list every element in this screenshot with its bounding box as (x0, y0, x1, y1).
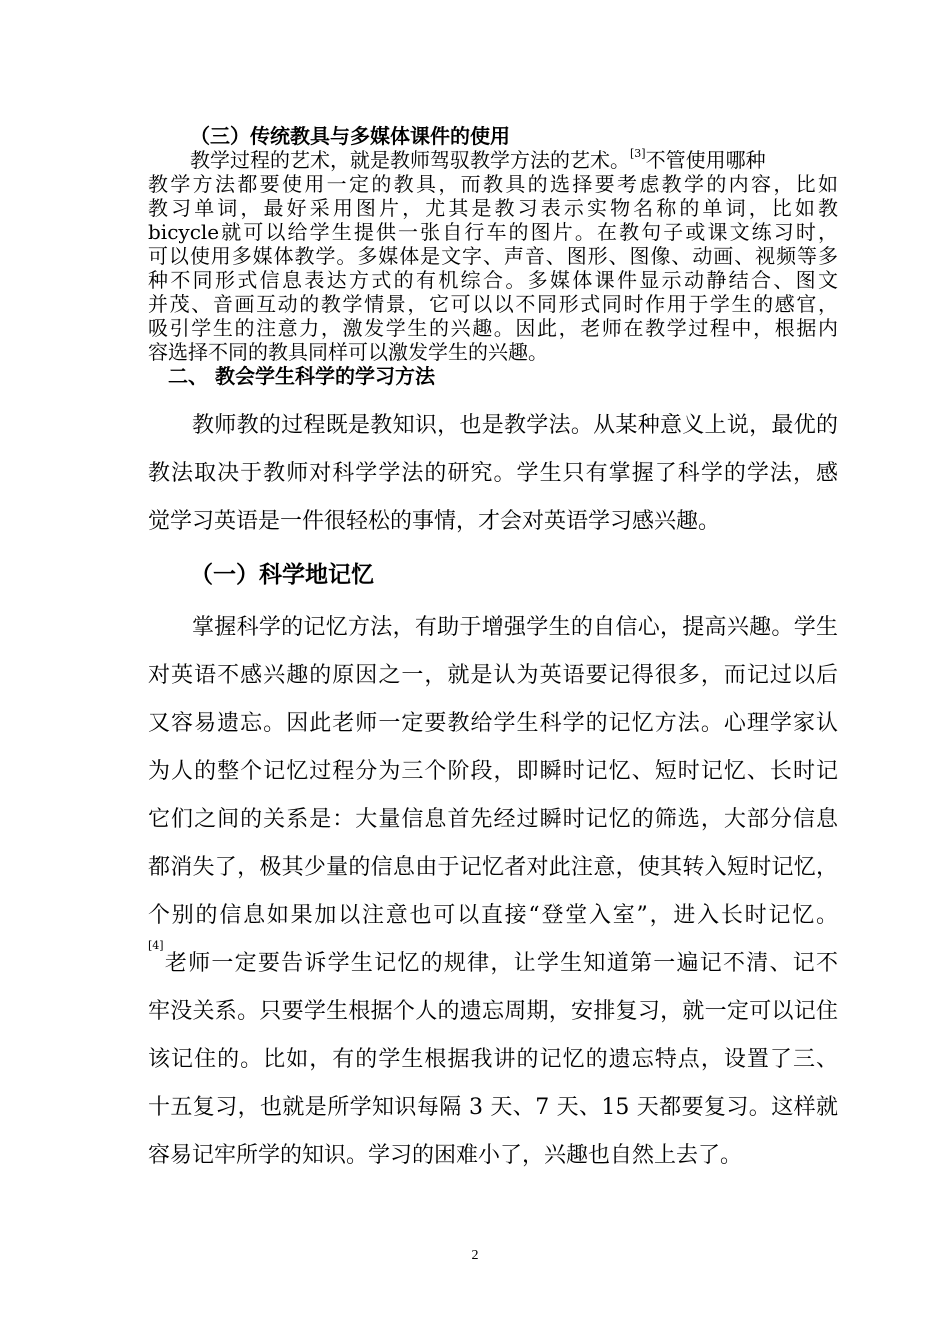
paragraph-line: 觉学习英语是一件很轻松的事情，才会对英语学习感兴趣。 (148, 509, 721, 534)
text-span: 教学过程的艺术，就是教师驾驭教学方法的艺术。 (190, 148, 630, 172)
paragraph-line: 都消失了，极其少量的信息由于记忆者对此注意，使其转入短时记忆， (148, 855, 838, 880)
paragraph-line: 牢没关系。只要学生根据个人的遗忘周期，安排复习，就一定可以记住 (148, 999, 838, 1024)
paragraph-line: 它们之间的关系是：大量信息首先经过瞬时记忆的筛选，大部分信息 (148, 807, 838, 832)
text-span: 教师教的过程既是教知识，也是教学法。从某种意义上说，最优的 (192, 413, 838, 438)
section-three (148, 124, 838, 388)
paragraph-line: 为人的整个记忆过程分为三个阶段，即瞬时记忆、短时记忆、长时记 (148, 759, 838, 784)
section-one-heading: （一）科学地记忆 (190, 562, 374, 588)
paragraph-line (148, 940, 838, 988)
paragraph-line: 可以使用多媒体教学。多媒体是文字、声音、图形、图像、动画、视频等多 (148, 244, 838, 268)
citation-marker: [4] (148, 940, 164, 952)
paragraph-line: 容选择不同的教具同样可以激发学生的兴趣。 (148, 340, 548, 364)
paragraph-line: 教法取决于教师对科学学法的研究。学生只有掌握了科学的学法，感 (148, 461, 838, 486)
section-three-heading: （三）传统教具与多媒体课件的使用 (190, 124, 510, 148)
paragraph-line: bicycle就可以给学生提供一张自行车的图片。在教句子或课文练习时， (148, 220, 838, 244)
text-span: 不管使用哪种 (645, 148, 766, 172)
page-number: 2 (471, 1248, 479, 1263)
paragraph-line: 又容易遗忘。因此老师一定要教给学生科学的记忆方法。心理学家认 (148, 711, 838, 736)
paragraph-line (148, 148, 838, 172)
paragraph-line: 种不同形式信息表达方式的有机综合。多媒体课件显示动静结合、图文 (148, 268, 838, 292)
paragraph-line: 容易记牢所学的知识。学习的困难小了，兴趣也自然上去了。 (148, 1143, 743, 1168)
section-two-body (148, 402, 838, 1180)
paragraph-line (148, 604, 838, 652)
paragraph-line: 教学方法都要使用一定的教具，而教具的选择要考虑教学的内容，比如 (148, 172, 838, 196)
text-span: 掌握科学的记忆方法，有助于增强学生的自信心，提高兴趣。学生 (192, 615, 838, 640)
paragraph-line: 个别的信息如果加以注意也可以直接“登堂入室”，进入长时记忆。 (148, 903, 838, 928)
paragraph-line: 并茂、音画互动的教学情景，它可以以不同形式同时作用于学生的感官， (148, 292, 838, 316)
paragraph-line: 教习单词，最好采用图片，尤其是教习表示实物名称的单词，比如教 (148, 196, 838, 220)
paragraph-line: 该记住的。比如，有的学生根据我讲的记忆的遗忘特点，设置了三、 (148, 1047, 838, 1072)
paragraph-line (148, 402, 838, 450)
citation-marker: [3] (630, 148, 646, 160)
section-two-heading: 二、 教会学生科学的学习方法 (168, 364, 435, 388)
paragraph-line: 对英语不感兴趣的原因之一，就是认为英语要记得很多，而记过以后 (148, 663, 838, 688)
paragraph-line: 吸引学生的注意力，激发学生的兴趣。因此，老师在教学过程中，根据内 (148, 316, 838, 340)
text-span: 老师一定要告诉学生记忆的规律，让学生知道第一遍记不清、记不 (163, 951, 838, 976)
paragraph-line: 十五复习，也就是所学知识每隔 3 天、7 天、15 天都要复习。这样就 (148, 1095, 838, 1120)
